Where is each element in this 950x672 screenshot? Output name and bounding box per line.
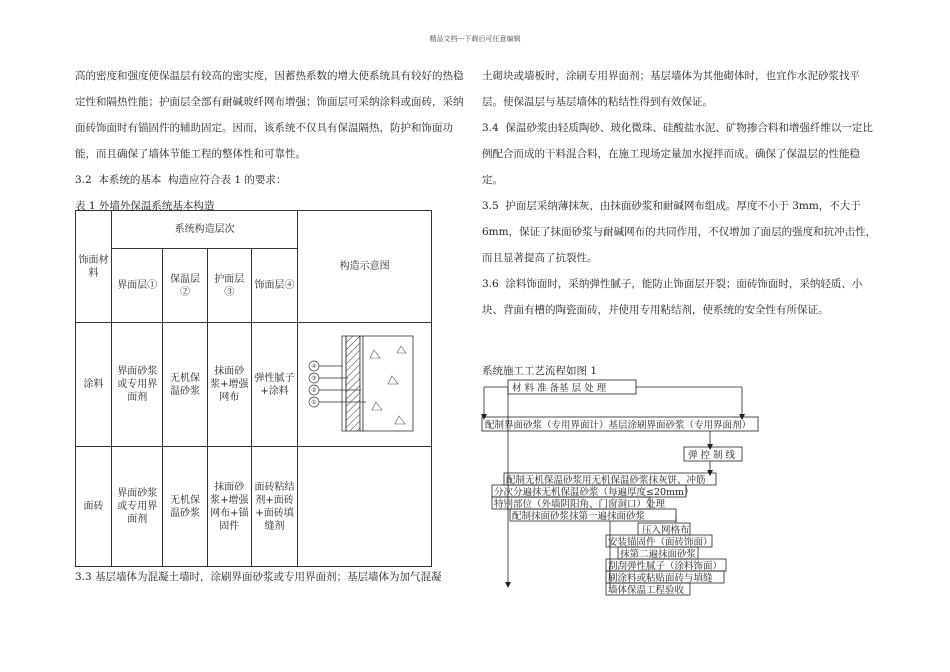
flow-step: 分次分遍抹无机保温砂浆（每遍厚度≤20mm） xyxy=(494,487,694,498)
right-column xyxy=(482,63,877,323)
table-cell: 面砖粘结剂+面砖+面砖填缝剂 xyxy=(251,447,297,567)
construction-flowchart xyxy=(470,375,800,600)
flow-step: 配制无机保温砂浆用无机保温砂浆抹灰饼、冲筋 xyxy=(506,475,706,486)
table-row-name: 面砖 xyxy=(76,447,112,567)
marker-label: ② xyxy=(310,386,317,394)
table-cell: 界面砂浆或专用界面剂 xyxy=(112,447,163,567)
table-cell: 无机保温砂浆 xyxy=(163,323,207,447)
flow-step: 抹第二遍抹面砂浆 xyxy=(620,549,697,560)
flow-step: 材 料 准 备基 层 处 理 xyxy=(512,383,607,394)
table-cell: 抹面砂浆+增强网布 xyxy=(207,323,251,447)
table-cell: 抹面砂浆+增强网布+锚固件 xyxy=(207,447,251,567)
marker-label: ③ xyxy=(310,374,317,382)
table-header-finish: 饰面材料 xyxy=(76,211,112,323)
table-cell: 无机保温砂浆 xyxy=(163,447,207,567)
table-cell: 弹性腻子+涂料 xyxy=(251,323,297,447)
structure-diagram xyxy=(298,323,432,447)
page-header: 精品文档---下载后可任意编辑 xyxy=(429,35,521,43)
table-header-layer: 界面层① xyxy=(112,249,163,323)
paragraph: 3.6 涂料饰面时，采纳弹性腻子，能防止饰面层开裂；面砖饰面时，采纳轻质、小块、背面有槽的陶瓷面砖，并使用专用粘结剂，使系统的安全性有所保证。 xyxy=(482,278,863,316)
flow-step: 墙体保温工程验收 xyxy=(608,585,685,596)
paragraph: 3.3 基层墙体为混凝土墙时，涂刷界面砂浆或专用界面剂；基层墙体为加气混凝 xyxy=(75,571,442,583)
marker-label: ① xyxy=(310,398,317,406)
table-cell-empty xyxy=(298,447,432,567)
paragraph: 3.2 本系统的基本 构造应符合表 1 的要求： xyxy=(75,174,287,186)
table-header-group: 系统构造层次 xyxy=(112,211,298,249)
table-header-layer: 饰面层④ xyxy=(251,249,297,323)
table-caption: 表 1 外墙外保温系统基本构造 xyxy=(75,200,215,212)
table-cell: 界面砂浆或专用界面剂 xyxy=(112,323,163,447)
paragraph: 3.4 保温砂浆由轻质陶砂、玻化微珠、硅酸盐水泥、矿物掺合料和增强纤维以一定比例配合而成的干料混合料，在施工现场定量加水搅拌而成。确保了保温层的性能稳定。 xyxy=(482,122,873,186)
table-row-name: 涂料 xyxy=(76,323,112,447)
table-header-diagram: 构造示意图 xyxy=(298,211,432,323)
flow-step: 弹 控 制 线 xyxy=(688,450,736,461)
flow-step: 配制抹面砂浆抹第一遍抹面砂浆 xyxy=(512,511,646,522)
table-header-layer: 护面层③ xyxy=(207,249,251,323)
flow-step: 刷涂料或粘贴面砖与填缝 xyxy=(608,573,713,584)
paragraph: 3.5 护面层采纳薄抹灰，由抹面砂浆和耐碱网布组成。厚度不小于 3mm，不大于6mm，保证了抹面砂浆与耐碱网布的共同作用，不仅增加了面层的强度和抗冲击性，而且显著提高了抗裂性。 xyxy=(482,200,877,264)
wall-section-diagram xyxy=(304,328,426,438)
flow-step: 安装锚固件（面砖饰面） xyxy=(608,537,713,548)
flow-step: 特别部位（外墙阴阳角、门窗洞口）处理 xyxy=(494,499,666,510)
table-header-layer: 保温层② xyxy=(163,249,207,323)
flow-step: 压入网格布 xyxy=(642,525,690,536)
structure-table xyxy=(75,210,432,567)
paragraph: 高的密度和强度使保温层有较高的密实度，因蓄热系数的增大使系统具有较好的热稳定性和隔热性能；护面层全部有耐碱玻纤网布增强；饰面层可采纳涂料或面砖，采纳面砖饰面时有锚固件的辅助固定。因而，该系统不仅具有保温隔热，防护和饰面功能，而且确保了墙体节能工程的整体性和可靠性。 xyxy=(75,70,464,160)
marker-label: ④ xyxy=(310,362,317,370)
paragraph: 土砌块或墙板时，涂刷专用界面剂；基层墙体为其他砌体时，也宜作水泥砂浆找平层。使保温层与基层墙体的粘结性得到有效保证。 xyxy=(482,70,860,108)
flow-title: 系统施工工艺流程如图 1 xyxy=(482,365,598,377)
left-column xyxy=(75,63,465,219)
flow-step: 配制界面砂浆（专用界面计）基层涂刷界面砂浆（专用界面剂） xyxy=(485,420,752,431)
flow-step: 刮刮弹性腻子（涂料饰面） xyxy=(608,561,723,572)
